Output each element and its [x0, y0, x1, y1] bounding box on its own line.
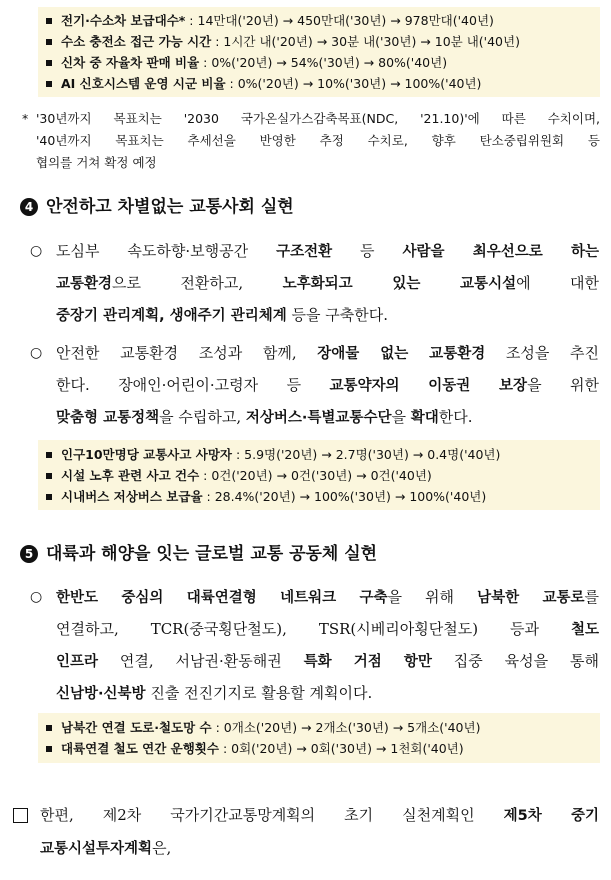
indicator-line: 시설 노후 관련 사고 건수 : 0건('20년) → 0건('30년) → 0건('40년) — [46, 466, 432, 486]
square-bullet-icon — [46, 60, 52, 66]
circled-number-5: 5 — [20, 545, 38, 563]
square-bullet-icon — [46, 81, 52, 87]
indicator-box-2 — [38, 440, 600, 510]
indicator-line: 전기·수소차 보급대수* : 14만대('20년) → 450만대('30년) → 978만대('40년) — [46, 11, 494, 31]
section-4-paragraph-1: ○ 도심부 속도하향·보행공간 구조전환 등 사람을 최우선으로 하는 교통환경으로 전환하고, 노후화되고 있는 교통시설에 대한 중장기 관리계획, 생애주기 관리체계 등을 구축한다. — [56, 236, 599, 332]
circle-bullet-icon: ○ — [30, 243, 43, 259]
circled-number-4: 4 — [20, 198, 38, 216]
square-bullet-icon — [46, 725, 52, 731]
indicator-line: 신차 중 자율차 판매 비율 : 0%('20년) → 54%('30년) → 80%('40년) — [46, 53, 447, 73]
indicator-line: 인구10만명당 교통사고 사망자 : 5.9명('20년) → 2.7명('30년) → 0.4명('40년) — [46, 445, 500, 465]
section-4-paragraph-2: ○ 안전한 교통환경 조성과 함께, 장애물 없는 교통환경 조성을 추진 한다. 장애인·어린이·고령자 등 교통약자의 이동권 보장을 위한 맞춤형 교통정책을 수립하고, 저상버스·특별교통수단을 확대한다. — [56, 338, 599, 434]
square-bullet-icon — [46, 473, 52, 479]
circle-bullet-icon: ○ — [30, 589, 43, 605]
square-bullet-icon — [46, 452, 52, 458]
circle-bullet-icon: ○ — [30, 345, 43, 361]
indicator-line: AI 신호시스템 운영 시군 비율 : 0%('20년) → 10%('30년) → 100%('40년) — [46, 74, 481, 94]
footnote-marker: * — [22, 111, 29, 126]
footnote: * '30년까지 목표치는 '2030 국가온실가스감축목표(NDC, '21.10)'에 따른 수치이며, '40년까지 목표치는 추세선을 반영한 추정 수치로, 향후 탄소중립위원회 등 협의를 거쳐 확정 예정 — [36, 108, 600, 174]
square-bullet-icon — [46, 746, 52, 752]
closing-paragraph: 한편, 제2차 국가기간교통망계획의 초기 실천계획인 제5차 중기 교통시설투자계획은, — [40, 799, 599, 865]
square-bullet-icon — [46, 18, 52, 24]
indicator-line: 시내버스 저상버스 보급율 : 28.4%('20년) → 100%('30년) → 100%('40년) — [46, 487, 486, 507]
indicator-line: 남북간 연결 도로·철도망 수 : 0개소('20년) → 2개소('30년) → 5개소('40년) — [46, 718, 480, 738]
checkbox-square-icon — [13, 808, 28, 823]
indicator-box-1 — [38, 7, 600, 97]
square-bullet-icon — [46, 39, 52, 45]
indicator-box-3 — [38, 713, 600, 763]
indicator-line: 수소 충전소 접근 가능 시간 : 1시간 내('20년) → 30분 내('30년) → 10분 내('40년) — [46, 32, 520, 52]
indicator-line: 대륙연결 철도 연간 운행횟수 : 0회('20년) → 0회('30년) → 1천회('40년) — [46, 739, 464, 759]
section-4-heading: 4 안전하고 차별없는 교통사회 실현 — [20, 195, 294, 219]
square-bullet-icon — [46, 494, 52, 500]
section-5-paragraph: ○ 한반도 중심의 대륙연결형 네트워크 구축을 위해 남북한 교통로를 연결하고, TCR(중국횡단철도), TSR(시베리아횡단철도) 등과 철도 인프라 연결, 서남권·환동해권 특화 거점 항만 집중 육성을 통해 신남방·신북방 진출 전진기지로 활용할 계획이다. — [56, 582, 599, 710]
section-5-heading: 5 대륙과 해양을 잇는 글로벌 교통 공동체 실현 — [20, 542, 377, 566]
